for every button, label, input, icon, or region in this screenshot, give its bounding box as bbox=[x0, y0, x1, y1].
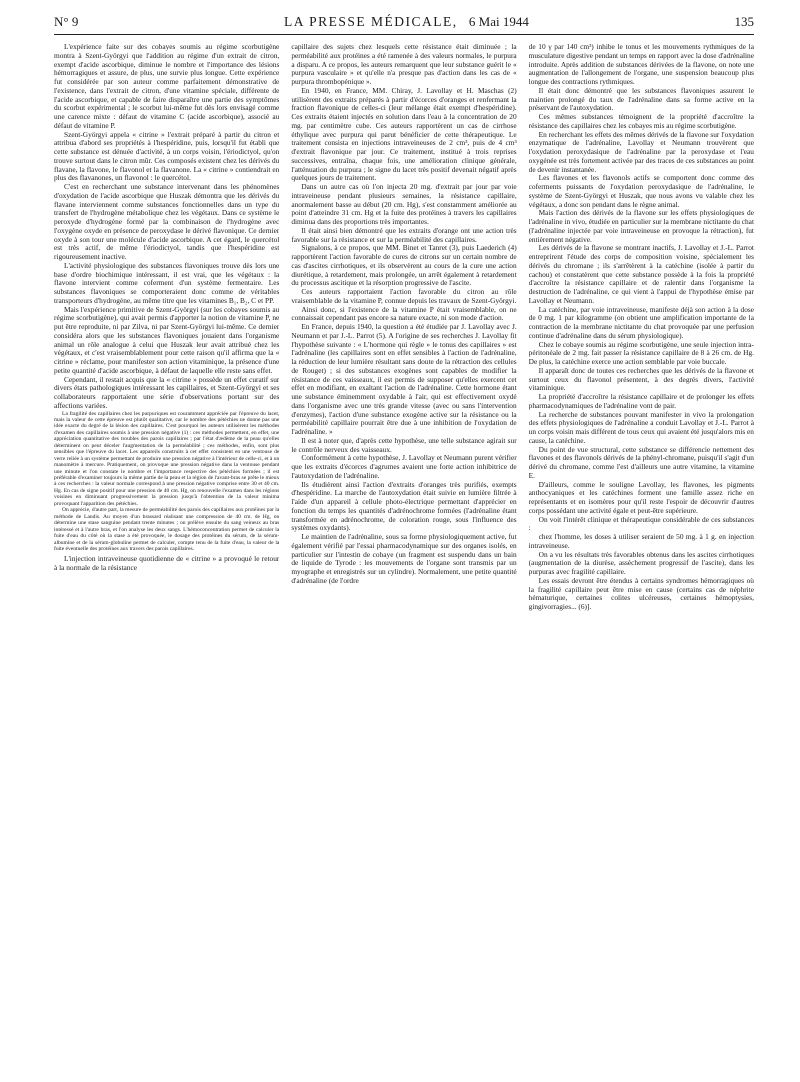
body-paragraph: C'est en recherchant une substance intervenant dans les phénomènes d'oxydation de l'acide ascorbique que Huszak démontra que les dérivés du flavane interviennent comme substances fonctionnelles dans un type du transfert de l'hydrogène métabolique chez les végétaux. Dans ce système le peroxyde d'hydrogène formé par la combinaison de l'hydrogène avec l'oxygène oxyde en présence de peroxydase le dérivé flavonique. Ce dernier oxyde à son tour une molécule d'acide ascorbique. A cet égard, le quercétol est très actif, de même l'ériodictyol, tandis que l'hespéridine est rigoureusement inactive. bbox=[54, 182, 280, 261]
body-paragraph: La catéchine, par voie intraveineuse, manifeste déjà son action à la dose de 0 mg. 1 par kilogramme (on obtient une amplification importante de la contraction de la membrane nictitante du chat provoquée par une perfusion continue d'adrénaline dans du sérum physiologique). bbox=[528, 304, 754, 340]
body-paragraph: Ils étudièrent ainsi l'action d'extraits d'oranges très purifiés, exempts d'hespéridine. La marche de l'autoxydation était suivie en lumière filtrée à l'aide d'un appareil à cellule photo-électrique permettant d'apprécier en fonction du temps les quantités d'adrénochrome formées (l'adrénaline étant transformée en adrénochrome, de coloration rouge, sous l'influence des systèmes oxydants). bbox=[291, 479, 517, 533]
body-paragraph: Ces auteurs rapportaient l'action favorable du citron au rôle vraisemblable de la vitamine P, connue depuis les travaux de Szent-Györgyi. bbox=[291, 287, 517, 305]
body-paragraph: Conformément à cette hypothèse, J. Lavollay et Neumann purent vérifier que les extraits d'écorces d'agrumes avaient une forte action inhibitrice de l'autoxydation de l'adrénaline. bbox=[291, 453, 517, 480]
body-paragraph: La propriété d'accroître la résistance capillaire et de prolonger les effets pharmacodynamiques de l'adrénaline vont de pair. bbox=[528, 392, 754, 410]
body-paragraph: On voit l'intérêt clinique et thérapeutique considérable de ces substances : bbox=[528, 514, 754, 533]
body-paragraph: Szent-Györgyi appela « citrine » l'extrait préparé à partir du citron et attribua d'abord ses propriétés à l'hespéridine, puis, lorsqu'il fut établi que cette substance est dénuée d'activité, à un corps voisin, l'ériodictyol, qu'on trouve surtout dans le citron mûr. Ces composés existent chez les dérivés du flavane, la flavone, le flavonol et la flavanone. La « citrine » contiendrait en plus des flavanones, un flavonol : le quercétol. bbox=[54, 129, 280, 183]
body-paragraph: En France, depuis 1940, la question a été étudiée par J. Lavollay avec J. Neumann et par J.-L. Parrot (5). A l'origine de ses recherches J. Lavollay fit l'hypothèse suivante : « L'hormone qui règle » le tonus des capillaires » est l'adrénaline (les capillaires sont en effet sensibles à l'action de l'adrénaline, la réduction de leur lumière résultant sans doute de la rétraction des cellules de Rouget) ; si des substances exogènes sont capables de modifier la résistance de ces vaisseaux, il est permis de supposer qu'elles exercent cet effet en modifiant, en exaltant l'action de l'adrénaline. Cette hormone étant une substance éminemment oxydable à l'air, qui est effectivement oxydé dans l'organisme avec une très grande vitesse (avec ou sans l'intervention d'enzymes), l'action d'une substance exogène active sur la résistance ou la perméabilité capillaire pourrait être due à une inhibition de l'oxydation de l'adrénaline. » bbox=[291, 322, 517, 436]
body-paragraph: Mais l'expérience primitive de Szent-Györgyi (sur les cobayes soumis au régime scorbutigène), qui avait permis d'apporter la notion de vitamine P, ne put être reproduite, ni par Zilva, ni par Szent-Györgyi lui-même. Ce dernier considéra alors que les substances flavoniques jouaient dans l'organisme animal un rôle analogue à celui que Huszak leur avait attribué chez les végétaux, et c'est vraisemblablement pour cette raison qu'il affirma que la « citrine » réclame, pour manifester son action vitaminique, la présence d'une petite quantité d'acide ascorbique, à défaut de laquelle elle reste sans effet. bbox=[54, 304, 280, 375]
body-paragraph: Les dérivés de la flavone se montrant inactifs, J. Lavollay et J.-L. Parrot entreprirent l'étude des corps de composition voisine, spécialement les dérivés du chromane ; ils s'arrêtèrent à la catéchine (isolée à partir du cachou) et constatèrent que cette substance possède à la fois la propriété d'accroître la résistance capillaire et de ralentir dans l'organisme la destruction de l'adrénaline, ce qui vient à l'appui de l'hypothèse émise par Lavollay et Neumann. bbox=[528, 243, 754, 305]
body-paragraph: Chez le cobaye soumis au régime scorbutigène, une seule injection intra-péritonéale de 2 mg. fait passer la résistance capillaire de 8 à 26 cm. de Hg. De plus, la catéchine exerce une action semblable par voie buccale. bbox=[528, 339, 754, 366]
body-paragraph: On a vu les résultats très favorables obtenus dans les ascites cirrhotiques (augmentation de la diurèse, assèchement progressif de l'ascite), dans les purpuras avec fragilité capillaire. bbox=[528, 549, 754, 576]
body-paragraph: Les essais devront être étendus à certains syndromes hémorragiques où la fragilité capillaire peut être mise en cause (certains cas de néphrite hématurique, certaines colites ulcéreuses, certaines hémoptysies, gingivorragies... (6)]. bbox=[528, 575, 754, 611]
issue-number: N° 9 bbox=[54, 14, 79, 29]
body-paragraph: Signalons, à ce propos, que MM. Binet et Tanret (3), puis Laederich (4) rapportèrent l'action favorable de cures de citrons sur un certain nombre de cas d'ascites cirrhotiques, et ils observèrent au cours de la cure une action diurétique, à retardement, mais prolongée, un arrêt également à retardement du processus ascitique et la résorption progressive de l'ascite. bbox=[291, 243, 517, 288]
body-paragraph: L'expérience faite sur des cobayes soumis au régime scorbutigène montra à Szent-Györgyi que l'addition au régime d'un extrait de citron, exempt d'acide ascorbique, diminue le nombre et l'importance des lésions hémorragiques et assure, de plus, une survie plus longue. Cette expérience fut considérée par son auteur comme parfaitement démonstrative de l'existence, dans l'extrait de citron, d'une vitamine spéciale, différente de l'acide ascorbique, et capable de faire disparaître une partie des symptômes du scorbut expérimental ; le scorbut lui-même fut dès lors envisagé comme une carence mixte : défaut de vitamine C (acide ascorbique), associé au défaut de vitamine P. bbox=[54, 43, 280, 130]
body-paragraph: Il était donc démontré que les substances flavoniques assurent le maintien prolongé du taux de l'adrénaline dans sa forme active en la préservant de l'autoxydation. bbox=[528, 85, 754, 113]
body-paragraph: Il apparaît donc de toutes ces recherches que les dérivés de la flavone et surtout ceux du flavonol présentent, à des degrés divers, l'activité vitaminique. bbox=[528, 365, 754, 393]
body-paragraph: Ainsi donc, si l'existence de la vitamine P était vraisemblable, on ne connaissait cependant pas encore sa nature exacte, ni son mode d'action. bbox=[291, 304, 517, 323]
body-paragraph: En recherchant les effets des mêmes dérivés de la flavone sur l'oxydation enzymatique de l'adrénaline, Lavollay et Neumann trouvèrent que l'oxydation peroxydasique de l'adrénaline par la peroxydase et l'eau oxygénée est très fortement activée par des traces de ces substances au point de devenir instantanée. bbox=[528, 129, 754, 174]
body-paragraph: L'injection intraveineuse quotidienne de « citrine » a provoqué le retour à la normale de la résistance bbox=[54, 554, 280, 573]
issue-date: 6 Mai 1944 bbox=[468, 14, 529, 29]
text-column-2 bbox=[291, 43, 516, 1063]
body-paragraph: Il était ainsi bien démontré que les extraits d'orange ont une action très favorable sur la résistance et sur la perméabilité des capillaires. bbox=[291, 225, 517, 244]
body-paragraph: Le maintien de l'adrénaline, sous sa forme physiologiquement active, fut également vérifié par l'essai pharmacodynamique sur des organes isolés, en particulier sur l'intestin de cobaye (un fragment est suspendu dans un bain de liquide de Tyrode : les mouvements de l'organe sont transmis par un myographe et enregistrés sur un cylindre). Normalement, une petite quantité d'adrénaline (de l'ordre bbox=[291, 532, 517, 585]
page-header bbox=[54, 14, 754, 35]
body-paragraph: Du point de vue structural, cette substance se différencie nettement des flavones et des flavonols dérivés de la phényl-chromane, puisqu'il s'agit d'un dérivé du chromane, comme l'est d'ailleurs une autre vitamine, la vitamine E. bbox=[528, 444, 754, 480]
body-paragraph: Cependant, il restait acquis que la « citrine » possède un effet curatif sur divers états pathologiques intéressant les capillaires, et Szent-Györgyi et ses collaborateurs rapportaient une série d'observations portant sur des affections variées. bbox=[54, 374, 280, 410]
body-paragraph: La recherche de substances pouvant manifester in vivo la prolongation des effets physiologiques de l'adrénaline a conduit Lavollay et J.-L. Parrot à un corps voisin mais différent de tous ceux qui avaient été jusqu'alors mis en cause, la catéchine. bbox=[528, 409, 754, 445]
footnote-paragraph: On apprécie, d'autre part, la mesure de perméabilité des parois des capillaires aux protéines par la méthode de Landis. Au moyen d'un brassard réalisant une compression de 40 cm. de Hg, on détermine une stase sanguine pendant trente minutes ; on prélève ensuite du sang veineux au bras intéressé et à l'autre bras, et l'on analyse les deux sangs. L'hémoconcentration permet de calculer la fuite d'eau du côté où la stase a été provoquée, le dosage des protéines du sérum, de la sérum-albumine et de la sérum-globuline permet de calculer, compte tenu de la fuite d'eau, la valeur de la fuite éventuelle des protéines aux travers des parois capillaires. bbox=[54, 507, 280, 553]
text-column-3 bbox=[529, 43, 754, 1063]
body-paragraph: En 1940, en France, MM. Chiray, J. Lavollay et H. Maschas (2) utilisèrent des extraits préparés à partir d'écorces d'oranges et renfermant la fraction flavonique de celles-ci (leur mélange était exempt d'hespéridine). Ces extraits étaient injectés en solution dans l'eau à la concentration de 20 mg. par centimètre cube. Ces auteurs rapportèrent un cas de cirrhose éthylique avec purpura qui parut bénéficier de cette thérapeutique. Le traitement consista en injections intraveineuses de 2 cm³, puis de 4 cm³ d'extrait flavonique par jour. Ce traitement, institué à trois reprises successives, entraîna, chaque fois, une amélioration clinique générale, l'atténuation du purpura ; le signe du lacet très positif devenait négatif après quelques jours de traitement. bbox=[291, 85, 517, 183]
body-paragraph: chez l'homme, les doses à utiliser seraient de 50 mg. à 1 g. en injection intraveineuse. bbox=[528, 532, 754, 550]
journal-title: LA PRESSE MÉDICALE, bbox=[284, 14, 458, 29]
body-paragraph: L'activité physiologique des substances flavoniques trouve dès lors une base d'ordre biochimique intéressant, il est vrai, que les végétaux : la flavone intervient comme coferment d'un système fermentaire. Les substances flavoniques se comporteraient donc comme de véritables transporteurs d'hydrogène, au même titre que les vitamines B₁, B₂, C et PP. bbox=[54, 260, 280, 305]
body-paragraph: de 10 γ par 140 cm³) inhibe le tonus et les mouvements rythmiques de la musculature digestive pendant un temps en rapport avec la dose d'adrénaline introduite. Après addition de substances dérivées de la flavone, on note une augmentation de l'allongement de l'organe, une suspension beaucoup plus longue des contractions rythmiques. bbox=[528, 43, 754, 86]
body-paragraph: Mais l'action des dérivés de la flavone sur les effets physiologiques de l'adrénaline in vivo, étudiée en particulier sur la membrane nictitante du chat (l'adrénaline injectée par voie intraveineuse en provoque la rétraction), fut entièrement négative. bbox=[528, 208, 754, 244]
article-columns bbox=[54, 43, 754, 1063]
body-paragraph: Les flavones et les flavonols actifs se comportent donc comme des coferments puissants de l'oxydation peroxydasique de l'adrénaline, le système de Szent-Györgyi et Huszak, que nous avons vu valable chez les végétaux, a donc son pendant dans le règne animal. bbox=[528, 173, 754, 209]
body-paragraph: D'ailleurs, comme le souligne Lavollay, les flavones, les pigments anthocyaniques et les catéchines forment une famille assez riche en représentants et en isomères pour qu'il reste l'espoir de découvrir d'autres corps possédant une activité égale et peut-être supérieure. bbox=[528, 479, 754, 515]
body-paragraph: Il est à noter que, d'après cette hypothèse, une telle substance agirait sur le contrôle nerveux des vaisseaux. bbox=[291, 435, 517, 454]
body-paragraph: capillaire des sujets chez lesquels cette résistance était diminuée ; la perméabilité aux protéines a été ramenée à des valeurs normales, le purpura a disparu. A ce propos, les auteurs remarquent que leur substance guérit le « purpura vasculaire » et qu'elle n'a presque pas d'action dans les cas de « purpura thrombopénique ». bbox=[291, 43, 517, 86]
body-paragraph: Ces mêmes substances témoignent de la propriété d'accroître la résistance des capillaires chez les cobayes mis au régime scorbutigène. bbox=[528, 112, 754, 130]
page-number: 135 bbox=[734, 14, 754, 29]
text-column-1 bbox=[54, 43, 279, 1063]
footnote-paragraph: La fragilité des capillaires chez les purpuriques est couramment appréciée par l'épreuve du lacet, mais la valeur de cette épreuve est plutôt qualitative, car le nombre des pétéchies ne donne pas une idée exacte du degré de la lésion des capillaires. C'est pourquoi les auteurs utilisèrent les méthodes d'examen des capillaires soumis à une pression négative (1) : ces méthodes permettent, en effet, une appréciation quantitative des troubles des parois capillaires ; par l'état d'ædème de la peau qu'elles déterminent on peut déceler l'augmentation de la perméabilité ; ces méthodes, enfin, sont plus sensibles que l'épreuve du lacet. Les appareils construits à cet effet consistent en une ventouse de verre reliée à un système permettant de produire une pression négative à l'intérieur de celle-ci, et à un manomètre à mercure. Pratiquement, on provoque une pression négative dans la ventouse pendant une minute et l'on constate le nombre et l'importance respective des pétéchies formées ; il est préférable d'examiner toujours la même partie de la peau et la région de l'avant-bras se prête le mieux à ces recherches : la valeur normale correspond à une pression négative comprise entre 30 et 40 cm. Hg. En cas de signe positif pour une pression de 40 cm. Hg, on renouvelle l'examen dans les régions voisines en diminuant progressivement la pression jusqu'à l'obtention de la valeur minima provoquant l'apparition des pétéchies. bbox=[54, 410, 280, 507]
running-title bbox=[284, 14, 529, 30]
body-paragraph: Dans un autre cas où l'on injecta 20 mg. d'extrait par jour par voie intraveineuse pendant plusieurs semaines, la résistance capillaire, anormalement basse au début (20 cm. Hg), s'est constamment améliorée au point d'atteindre 31 cm. Hg et la fuite des protéines à travers les capillaires diminua dans des proportions très importantes. bbox=[291, 182, 517, 226]
